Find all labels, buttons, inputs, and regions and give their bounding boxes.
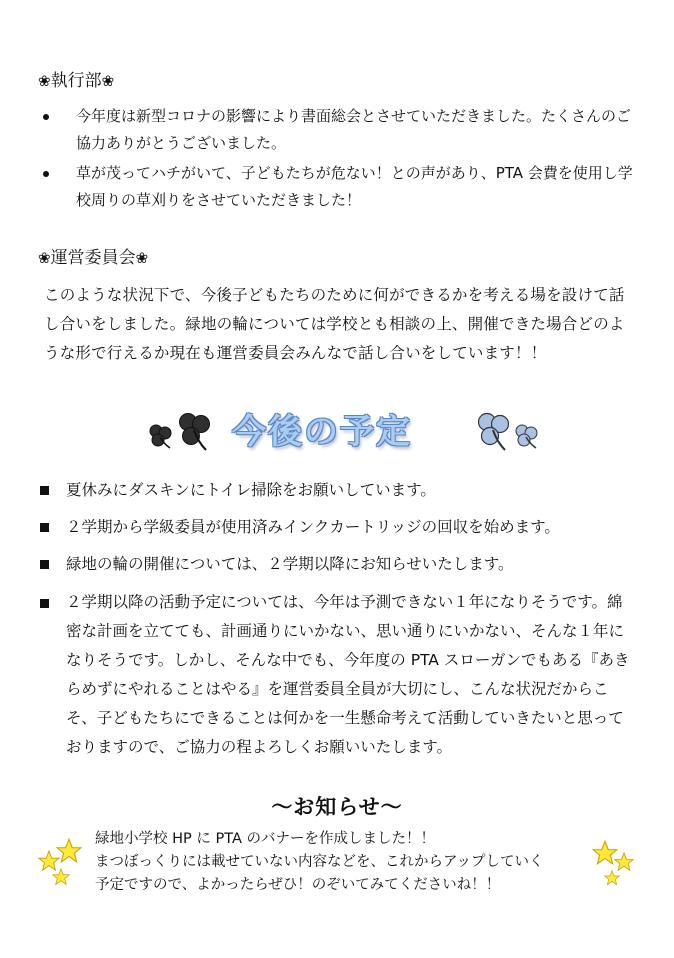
notice-line: 緑地小学校 HP に PTA のバナーを作成しました！！ bbox=[95, 831, 435, 847]
list-item-text: 緑地の輪の開催については、２学期以降にお知らせいたします。 bbox=[66, 555, 514, 573]
notice-line: まつぼっくりには載せていない内容などを、これからアップしていく bbox=[95, 854, 544, 870]
clover-icon bbox=[512, 422, 540, 450]
square-bullet-icon bbox=[40, 599, 49, 608]
committee-heading-text: 運営委員会 bbox=[50, 248, 136, 268]
list-item bbox=[40, 160, 640, 214]
notice-title: ～お知らせ～ bbox=[271, 795, 403, 819]
bullet-dot bbox=[43, 171, 49, 177]
committee-heading bbox=[38, 247, 148, 269]
notice-body bbox=[95, 828, 595, 897]
executive-heading-text: 執行部 bbox=[50, 71, 102, 91]
bullet-dot bbox=[43, 114, 49, 120]
schedule-title-banner bbox=[140, 398, 550, 468]
star-icon bbox=[52, 868, 70, 886]
square-bullet-icon bbox=[40, 560, 49, 569]
list-item-text: 草が茂ってハチがいて、子どもたちが危ない！との声があり、PTA 会費を使用し学校周りの草刈りをさせていただきました！ bbox=[76, 164, 633, 209]
flower-icon: ❀ bbox=[135, 249, 149, 267]
executive-heading bbox=[38, 70, 114, 92]
schedule-list bbox=[36, 477, 636, 773]
star-icon bbox=[614, 852, 634, 872]
notice-line: 予定ですので、よかったらぜひ！のぞいてみてくださいね！！ bbox=[95, 877, 501, 893]
executive-bullet-list bbox=[40, 103, 640, 217]
list-item bbox=[36, 551, 636, 577]
list-item bbox=[36, 477, 636, 503]
schedule-title: 今後の予定 bbox=[232, 412, 412, 452]
square-bullet-icon bbox=[40, 523, 49, 532]
star-icon bbox=[56, 838, 82, 864]
list-item bbox=[36, 588, 636, 762]
clover-icon bbox=[146, 422, 174, 450]
list-item-text: ２学期から学級委員が使用済みインクカートリッジの回収を始めます。 bbox=[66, 518, 560, 536]
list-item-text: ２学期以降の活動予定については、今年は予測できない１年になりそうです。綿密な計画を立てても、計画通りにいかない、思い通りにいかない、そんな１年になりそうです。しかし、そんな中でも、今年度の PTA スローガンでもある『あきらめずにやれることはやる』を運営委員全員が大切にし、こんな状況だからこそ、子どもたちにできることは何かを一生懸命考えて活動していきたいと思っておりますので、ご協力の程よろしくお願いいたします。 bbox=[66, 593, 630, 756]
flower-icon: ❀ bbox=[38, 249, 51, 267]
star-icon bbox=[604, 870, 620, 886]
square-bullet-icon bbox=[40, 486, 49, 495]
flower-icon: ❀ bbox=[38, 72, 51, 90]
clover-icon bbox=[174, 410, 214, 452]
list-item bbox=[36, 514, 636, 540]
list-item-text: 今年度は新型コロナの影響により書面総会とさせていただきました。たくさんのご協力ありがとうございました。 bbox=[76, 107, 632, 152]
committee-paragraph: このような状況下で、今後子どもたちのために何ができるかを考える場を設けて話し合いをしました。緑地の輪については学校とも相談の上、開催できた場合どのような形で行えるか現在も運営委員会みんなで話し合いをしています！！ bbox=[44, 286, 625, 362]
flower-icon: ❀ bbox=[101, 72, 115, 90]
list-item-text: 夏休みにダスキンにトイレ掃除をお願いしています。 bbox=[66, 481, 436, 499]
clover-icon bbox=[473, 410, 513, 452]
list-item bbox=[40, 103, 640, 157]
